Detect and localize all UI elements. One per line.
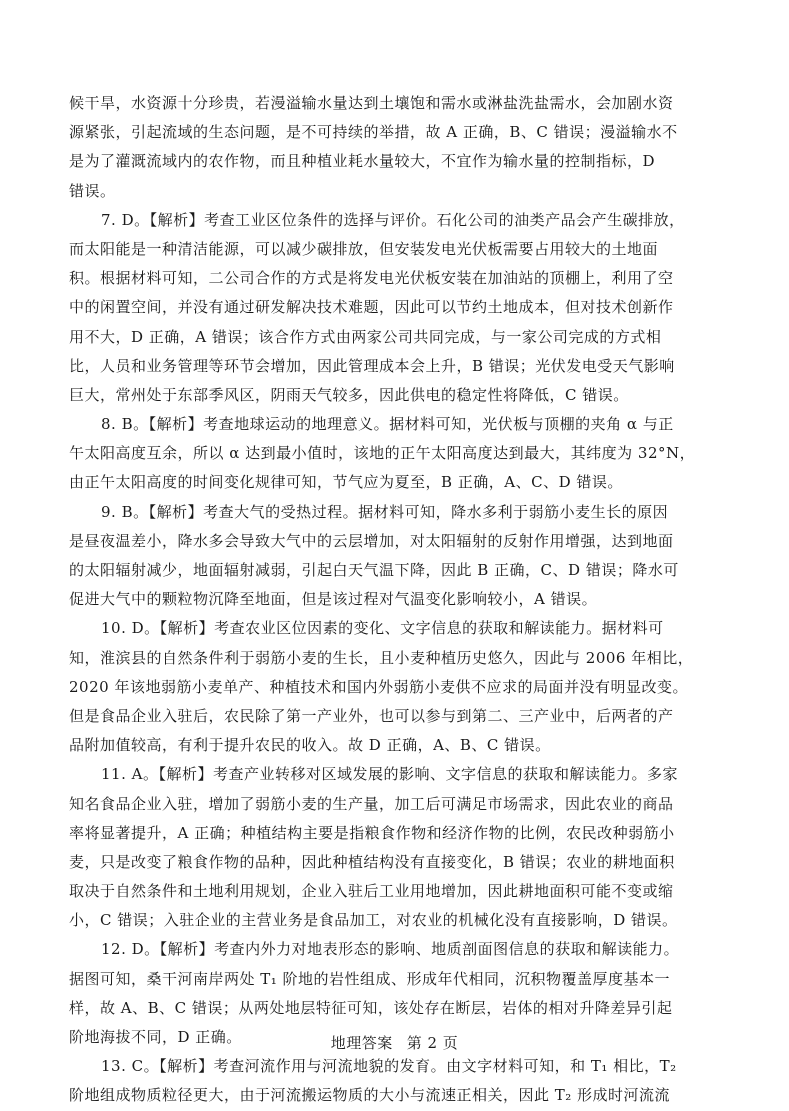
text-line: 12. D。【解析】考查内外力对地表形态的影响、地质剖面图信息的获取和解读能力。 — [101, 940, 680, 959]
text-line: 用不大，D 正确，A 错误；该合作方式由两家公司共同完成，与一家公司完成的方式相 — [69, 327, 662, 346]
text-line: 13. C。【解析】考查河流作用与河流地貌的发育。由文字材料可知，和 T₁ 相比，T₂ — [101, 1057, 677, 1076]
text-line: 由正午太阳高度的时间变化规律可知，节气应为夏至，B 正确，A、C、D 错误。 — [69, 473, 623, 492]
text-line: 麦，只是改变了粮食作物的品种，因此种植结构没有直接变化，B 错误；农业的耕地面积 — [69, 852, 675, 871]
text-line: 据图可知，桑干河南岸两处 T₁ 阶地的岩性组成、形成年代相同，沉积物覆盖厚度基本一 — [69, 969, 671, 988]
text-line: 而太阳能是一种清洁能源，可以减少碳排放，但安装发电光伏板需要占用较大的土地面 — [69, 239, 659, 258]
text-line: 的太阳辐射减少，地面辐射减弱，引起白天气温下降，因此 B 正确，C、D 错误；降水可 — [69, 561, 679, 579]
text-line: 9. B。【解析】考查大气的受热过程。据材料可知，降水多利于弱筋小麦生长的原因 — [101, 502, 669, 521]
text-line: 2020 年该地弱筋小麦单产、种植技术和国内外弱筋小麦供不应求的局面并没有明显改变。 — [69, 677, 688, 696]
text-line: 巨大，常州处于东部季风区，阴雨天气较多，因此供电的稳定性将降低，C 错误。 — [69, 385, 629, 404]
text-line: 率将显著提升，A 正确；种植结构主要是指粮食作物和经济作物的比例，农民改种弱筋小 — [69, 823, 675, 842]
text-line: 促进大气中的颗粒物沉降至地面，但是该过程对气温变化影响较小，A 错误。 — [69, 590, 598, 609]
footer-page-number: 第 2 页 — [406, 1034, 459, 1052]
text-line: 知，淮滨县的自然条件利于弱筋小麦的生长，且小麦种植历史悠久，因此与 2006 年相比， — [69, 648, 694, 667]
text-line: 阶地组成物质粒径更大，由于河流搬运物质的大小与流速正相关，因此 T₂ 形成时河流流 — [69, 1086, 671, 1105]
text-line: 小，C 错误；入驻企业的主营业务是食品加工，对农业的机械化没有直接影响，D 错误。 — [69, 911, 678, 930]
text-line: 品附加值较高，有利于提升农民的收入。故 D 正确，A、B、C 错误。 — [69, 736, 551, 755]
text-line: 10. D。【解析】考查农业区位因素的变化、文字信息的获取和解读能力。据材料可 — [101, 619, 664, 638]
text-line: 午太阳高度互余，所以 α 达到最小值时，该地的正午太阳高度达到最大，其纬度为 32°N， — [69, 444, 696, 463]
page-footer — [0, 1032, 789, 1054]
text-line: 8. B。【解析】考查地球运动的地理意义。据材料可知，光伏板与顶棚的夹角 α 与正 — [101, 415, 674, 434]
text-line: 样，故 A、B、C 错误；从两处地层特征可知，该处存在断层，岩体的相对升降差异引起 — [69, 998, 673, 1017]
text-line: 错误。 — [69, 181, 116, 200]
text-line: 是为了灌溉流域内的农作物，而且种植业耗水量较大，不宜作为输水量的控制指标，D — [69, 152, 656, 171]
text-line: 积。根据材料可知，二公司合作的方式是将发电光伏板安装在加油站的顶棚上，利用了空 — [69, 269, 674, 288]
text-line: 是昼夜温差小，降水多会导致大气中的云层增加，对太阳辐射的反射作用增强，达到地面 — [69, 531, 674, 550]
text-line: 中的闲置空间，并没有通过研发解决技术难题，因此可以节约土地成本，但对技术创新作 — [69, 298, 674, 317]
text-line: 7. D。【解析】考查工业区位条件的选择与评价。石化公司的油类产品会产生碳排放， — [101, 210, 685, 229]
text-line: 候干旱，水资源十分珍贵，若漫溢输水量达到土壤饱和需水或淋盐洗盐需水，会加剧水资 — [69, 94, 674, 112]
document-body — [69, 89, 719, 1111]
text-line: 取决于自然条件和土地利用规划，企业入驻后工业用地增加，因此耕地面积可能不变或缩 — [69, 882, 674, 901]
footer-title: 地理答案 — [330, 1034, 393, 1052]
text-line: 源紧张，引起流域的生态问题，是不可持续的举措，故 A 正确，B、C 错误；漫溢输水不 — [69, 123, 678, 142]
text-line: 11. A。【解析】考查产业转移对区域发展的影响、文字信息的获取和解读能力。多家 — [101, 765, 678, 784]
text-line: 但是食品企业入驻后，农民除了第一产业外，也可以参与到第二、三产业中，后两者的产 — [69, 706, 674, 725]
text-line: 比，人员和业务管理等环节会增加，因此管理成本会上升，B 错误；光伏发电受天气影响 — [69, 356, 675, 375]
text-line: 知名食品企业入驻，增加了弱筋小麦的生产量，加工后可满足市场需求，因此农业的商品 — [69, 794, 674, 813]
text-line: 阶地海拔不同，D 正确。 — [69, 1028, 242, 1046]
